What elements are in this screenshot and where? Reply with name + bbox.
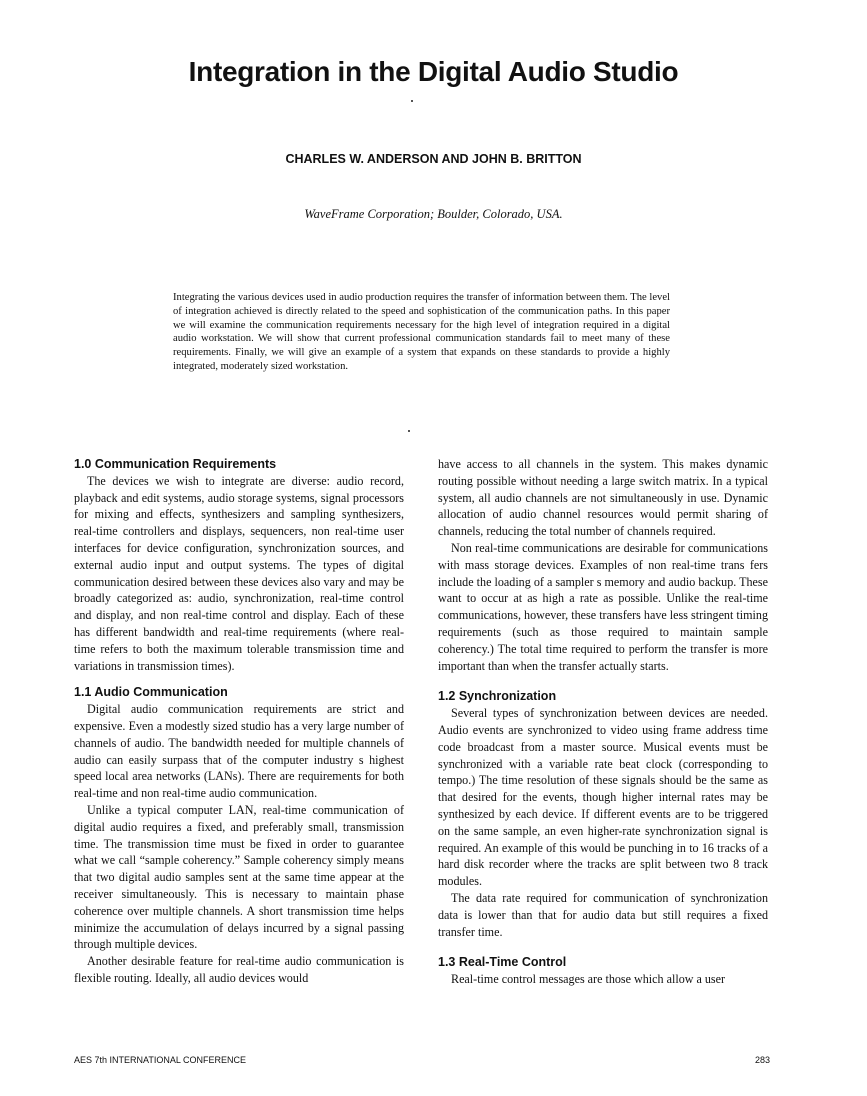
- paragraph: Digital audio communication requirements are strict and expensive. Even a modestly sized studio has a very large number of channels of audio. The bandwidth needed for multiple channels of audio can easily surpass that of the computer industry s highest speed local area networks (LANs). There are requirements for both real-time and non real-time audio communication.: [74, 702, 404, 801]
- paragraph: The data rate required for communication of synchronization data is lower than that for audio data but still requires a fixed transfer time.: [438, 890, 768, 939]
- right-column: [438, 456, 768, 988]
- footer-conference: AES 7th INTERNATIONAL CONFERENCE: [74, 1055, 247, 1065]
- left-column: [74, 456, 404, 987]
- author-list: CHARLES W. ANDERSON AND JOHN B. BRITTON: [285, 152, 582, 166]
- paragraph-continued: have access to all channels in the system. This makes dynamic routing possible without needing a large switch matrix. In a typical system, all audio channels are not simultaneously in use. Dynamic allocation of audio channel resources would permit sharing of channels, reducing the total number of channels required.: [438, 457, 768, 539]
- paragraph: Real-time control messages are those which allow a user: [451, 972, 726, 987]
- paragraph: Unlike a typical computer LAN, real-time communication of digital audio requires a fixed, and preferably small, transmission time. The transmission time must be fixed in order to guarantee what we call “sample coherency.” Sample coherency simply means that two digital audio samples sent at the same time appear at the receiver simultaneously. This is necessary to maintain phase coherence over multiple channels. A short transmission time helps minimize the accumulation of delays incurred by a signal passing through multiple devices.: [74, 802, 404, 952]
- page-number: 283: [754, 1055, 770, 1065]
- section-heading-1-3: 1.3 Real-Time Control: [438, 955, 567, 970]
- section-heading-1-0: 1.0 Communication Requirements: [74, 457, 277, 471]
- section-heading-1-1: 1.1 Audio Communication: [74, 685, 228, 700]
- abstract: Integrating the various devices used in audio production requires the transfer of information between them. The level of integration achieved is directly related to the speed and sophistication of the communication paths. In this paper we will examine the communication requirements necessary for the high level of integration required in a digital audio workstation. We will show that current professional communication standards fail to meet many of these requirements. Finally, we will give an example of a system that expands on these standards to provide a highly integrated, moderately sized workstation.: [173, 292, 670, 372]
- section-heading-1-2: 1.2 Synchronization: [438, 689, 557, 704]
- paragraph: Non real-time communications are desirable for communications with mass storage devices. Examples of non real-time trans fers include the loading of a sampler s memory and audio backup. These want to occur at as high a rate as possible. Unlike the real-time communications, however, these transfers have less stringent timing requirements (such as those required to maintain sample coherency.) The total time required to perform the transfer is more important than when the transfer actually starts.: [438, 540, 768, 673]
- paper-title: Integration in the Digital Audio Studio: [188, 56, 679, 87]
- affiliation: WaveFrame Corporation; Boulder, Colorado, USA.: [304, 207, 563, 221]
- paragraph: The devices we wish to integrate are diverse: audio record, playback and edit systems, audio storage systems, signal processors for mixing and effects, synthesizers and sampling synthesizers, real-time controllers and displays, sequencers, non real-time user interfaces for device configuration, synchronization sources, and external audio input and output systems. The types of digital communication desired between these devices also vary and may be broadly categorized as: audio, synchronization, real-time control and display, and non real-time control and display. Each of these has different bandwidth and real-time requirements (where real-time refers to both the maximum tolerable transmission time and variations in transmission times).: [74, 473, 404, 673]
- scan-speck: [408, 430, 410, 432]
- scan-speck: [411, 100, 413, 102]
- paragraph: Several types of synchronization between devices are needed. Audio events are synchronized to video using frame address time code broadcast from a master source. Musical events must be synchronized with a variable rate beat clock (corresponding to tempo.) The time resolution of these signals should be the same as that desired for the events, though higher internal rates may be synthesized by each device. If different events are to be triggered on the same sample, an even higher-rate synchronization signal is required. An example of this would be punching in to 16 tracks of a hard disk recorder where the tracks are split between two 8 track modules.: [438, 706, 768, 889]
- paragraph: Another desirable feature for real-time audio communication is flexible routing. Ideally, all audio devices would: [74, 954, 404, 985]
